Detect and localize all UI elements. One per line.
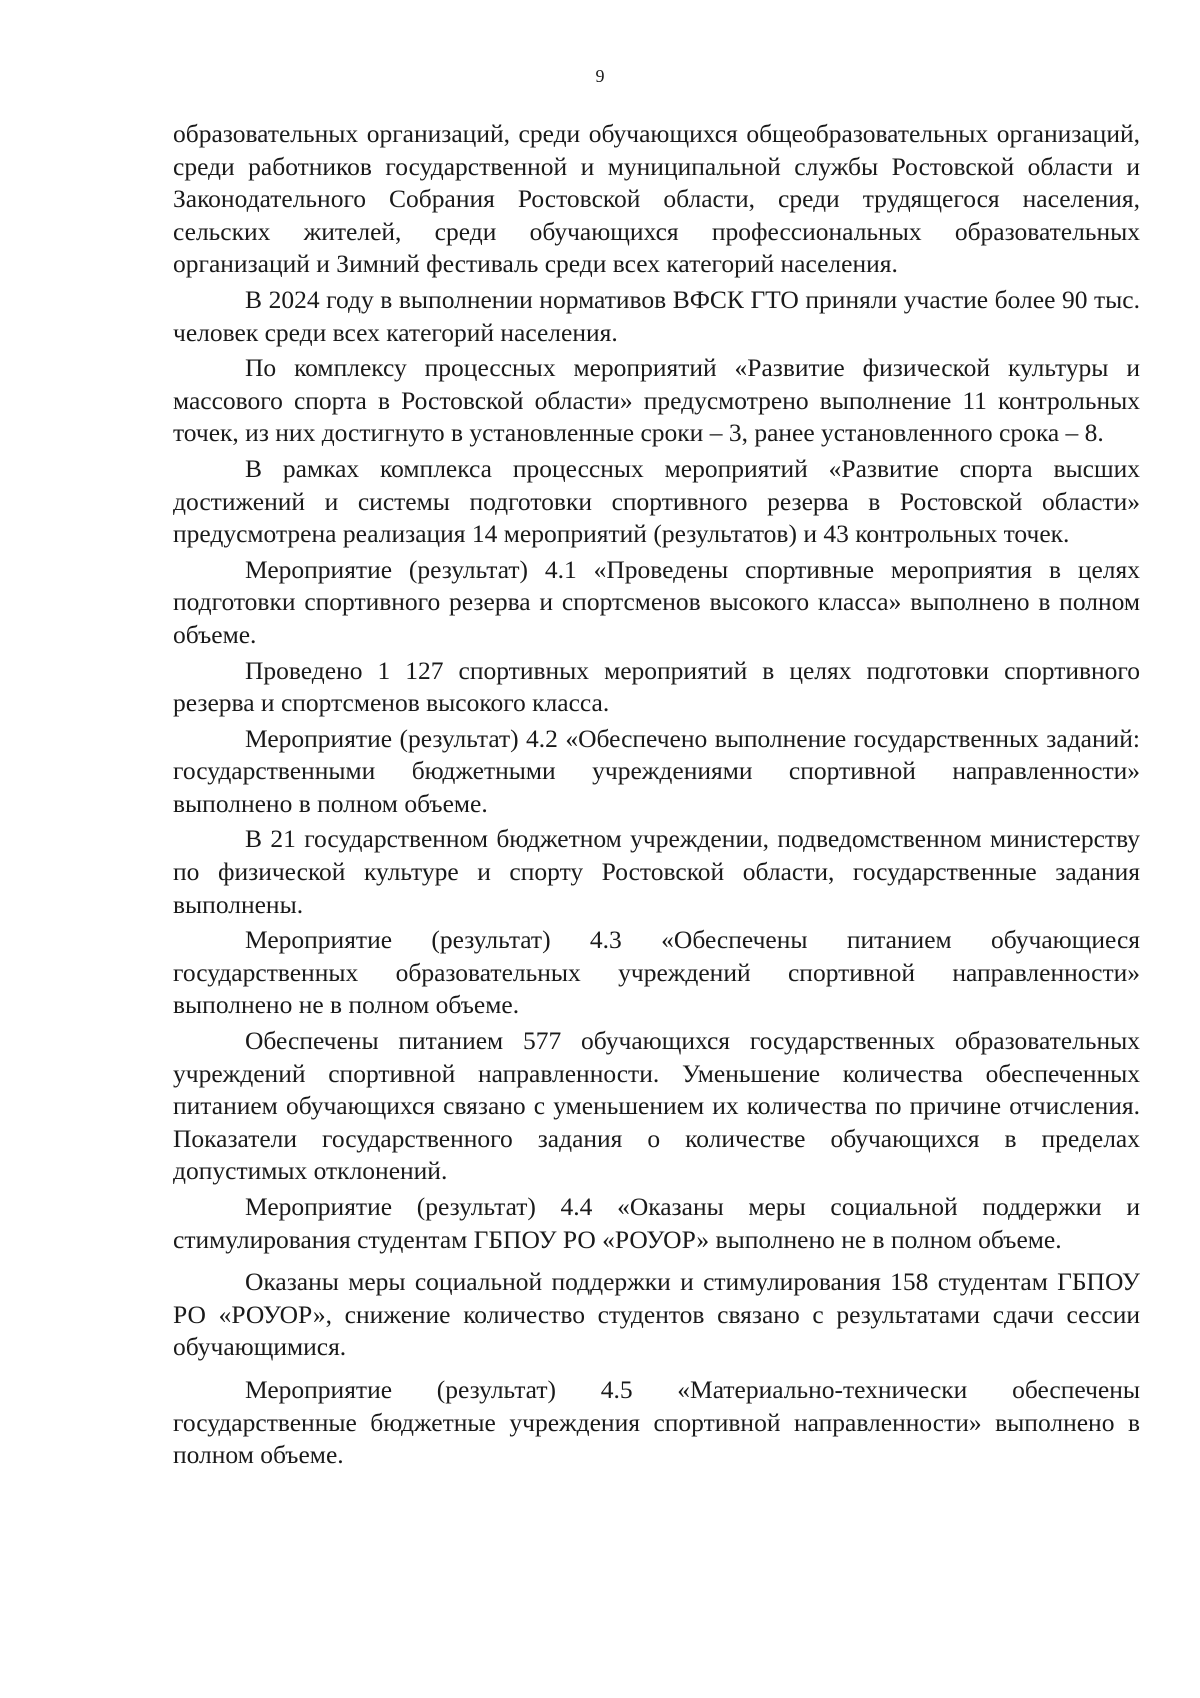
document-body [173, 118, 1140, 1475]
paragraph-measure-4-2: Мероприятие (результат) 4.2 «Обеспечено выполнение государственных заданий: государственными бюджетными учреждениями спортивной направленности» выполнено в полном объеме. [173, 723, 1140, 818]
paragraph-high-achievement-sport: В рамках комплекса процессных мероприятий «Развитие спорта высших достижений и системы подготовки спортивного резерва в Ростовской области» предусмотрена реализация 14 мероприятий (результатов) и 43 контрольных точек. [173, 453, 1140, 549]
paragraph-measure-4-5: Мероприятие (результат) 4.5 «Материально-технически обеспечены государственные бюджетные учреждения спортивной направленности» выполнено в полном объеме. [173, 1374, 1140, 1470]
page-number: 9 [595, 66, 605, 86]
paragraph-gto-participation: В 2024 году в выполнении нормативов ВФСК ГТО приняли участие более 90 тыс. человек среди всех категорий населения. [173, 284, 1140, 347]
paragraph-events-held: Проведено 1 127 спортивных мероприятий в целях подготовки спортивного резерва и спортсменов высокого класса. [173, 655, 1140, 718]
paragraph-student-support: Оказаны меры социальной поддержки и стимулирования 158 студентам ГБПОУ РО «РОУОР», снижение количество студентов связано с результатами сдачи сессии обучающимися. [173, 1267, 1140, 1362]
paragraph-continuation: образовательных организаций, среди обучающихся общеобразовательных организаций, среди работников государственной и муниципальной службы Ростовской области и Законодательного Собрания Ростовской области, среди трудящегося населения, сельских жителей, среди обучающихся профессиональных образовательных организаций и Зимний фестиваль среди всех категорий населения. [173, 119, 1140, 279]
paragraph-measure-4-1: Мероприятие (результат) 4.1 «Проведены спортивные мероприятия в целях подготовки спортивного резерва и спортсменов высокого класса» выполнено в полном объеме. [173, 554, 1140, 649]
paragraph-meals-provided: Обеспечены питанием 577 обучающихся государственных образовательных учреждений спортивной направленности. Уменьшение количества обеспеченных питанием обучающихся связано с уменьшением их количества по причине отчисления. Показатели государственного задания о количестве обучающихся в пределах допустимых отклонений. [173, 1026, 1140, 1186]
paragraph-measure-4-3: Мероприятие (результат) 4.3 «Обеспечены питанием обучающиеся государственных образовательных учреждений спортивной направленности» выполнено не в полном объеме. [173, 925, 1140, 1020]
paragraph-state-institutions: В 21 государственном бюджетном учреждении, подведомственном министерству по физической культуре и спорту Ростовской области, государственные задания выполнены. [173, 824, 1140, 919]
paragraph-mass-sport-checkpoints: По комплексу процессных мероприятий «Развитие физической культуры и массового спорта в Ростовской области» предусмотрено выполнение 11 контрольных точек, из них достигнуто в установленные сроки – 3, ранее установленного срока – 8. [173, 353, 1140, 448]
paragraph-measure-4-4: Мероприятие (результат) 4.4 «Оказаны меры социальной поддержки и стимулирования студентам ГБПОУ РО «РОУОР» выполнено не в полном объеме. [173, 1192, 1140, 1254]
